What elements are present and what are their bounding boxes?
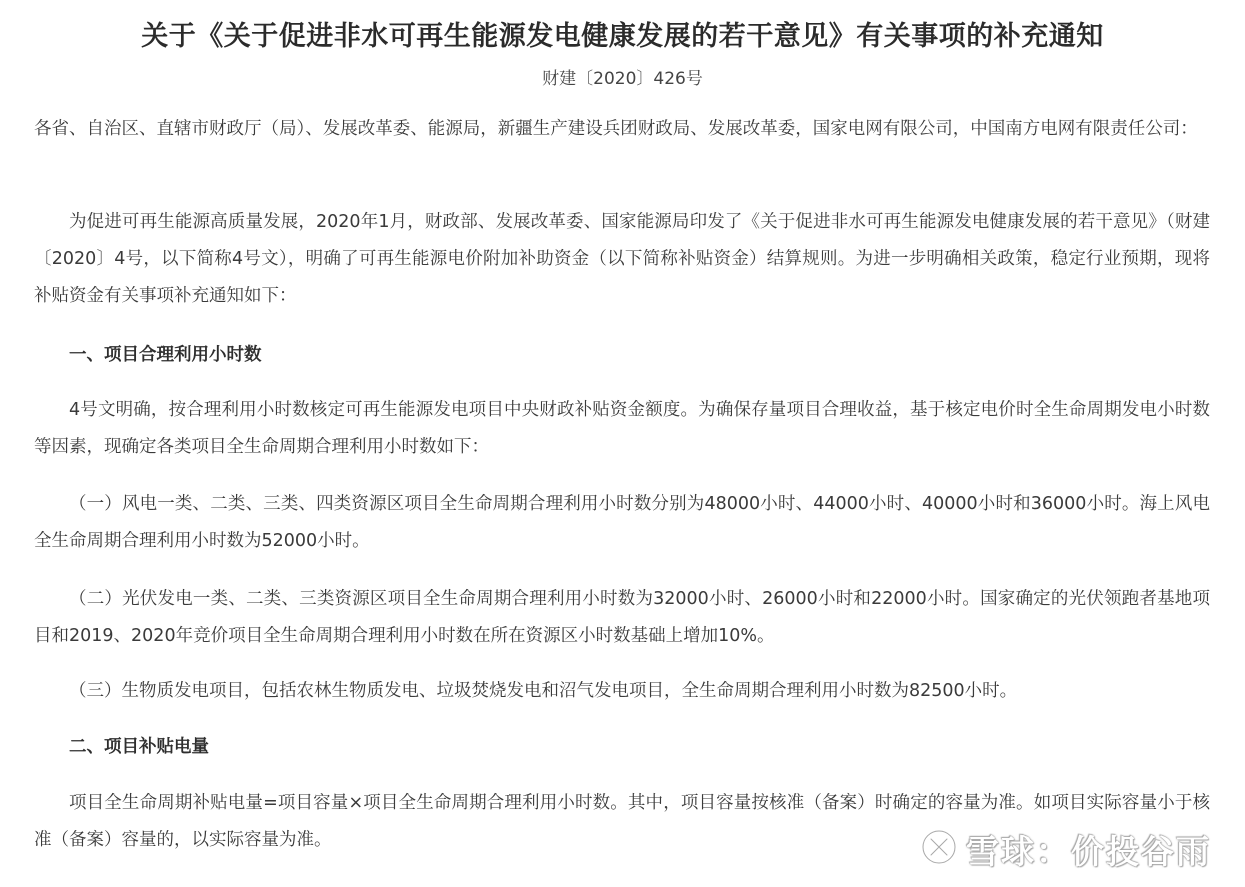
document-title: 关于《关于促进非水可再生能源发电健康发展的若干意见》有关事项的补充通知 (141, 21, 1104, 52)
section-2-paragraph: 项目全生命周期补贴电量=项目容量×项目全生命周期合理利用小时数。其中，项目容量按核准（备案）时确定的容量为准。如项目实际容量小于核准（备案）容量的，以实际容量为准。 (34, 793, 1210, 850)
watermark (920, 829, 1211, 869)
section-heading-2: 二、项目补贴电量 (69, 737, 209, 757)
item-1-paragraph: （一）风电一类、二类、三类、四类资源区项目全生命周期合理利用小时数分别为48000小时、44000小时、40000小时和36000小时。海上风电全生命周期合理利用小时数为52000小时。 (34, 494, 1210, 551)
item-2-paragraph: （二）光伏发电一类、二类、三类资源区项目全生命周期合理利用小时数为32000小时、26000小时和22000小时。国家确定的光伏领跑者基地项目和2019、2020年竞价项目全生命周期合理利用小时数在所在资源区小时数基础上增加10%。 (34, 589, 1210, 646)
section-1-paragraph: 4号文明确，按合理利用小时数核定可再生能源发电项目中央财政补贴资金额度。为确保存量项目合理收益，基于核定电价时全生命周期发电小时数等因素，现确定各类项目全生命周期合理利用小时数如下： (34, 400, 1210, 457)
document-number: 财建〔2020〕426号 (542, 69, 703, 89)
addressees-paragraph: 各省、自治区、直辖市财政厅（局）、发展改革委、能源局，新疆生产建设兵团财政局、发展改革委，国家电网有限公司，中国南方电网有限责任公司： (34, 119, 1198, 139)
section-heading-1: 一、项目合理利用小时数 (69, 345, 262, 365)
item-3-paragraph: （三）生物质发电项目，包括农林生物质发电、垃圾焚烧发电和沼气发电项目，全生命周期合理利用小时数为82500小时。 (69, 681, 1018, 701)
watermark-text: 雪球：价投谷雨 (966, 831, 1211, 871)
intro-paragraph: 为促进可再生能源高质量发展，2020年1月，财政部、发展改革委、国家能源局印发了《关于促进非水可再生能源发电健康发展的若干意见》（财建〔2020〕4号，以下简称4号文），明确了可再生能源电价附加补助资金（以下简称补贴资金）结算规则。为进一步明确相关政策，稳定行业预期，现将补贴资金有关事项补充通知如下： (34, 212, 1210, 306)
snowball-logo-icon (920, 828, 958, 870)
